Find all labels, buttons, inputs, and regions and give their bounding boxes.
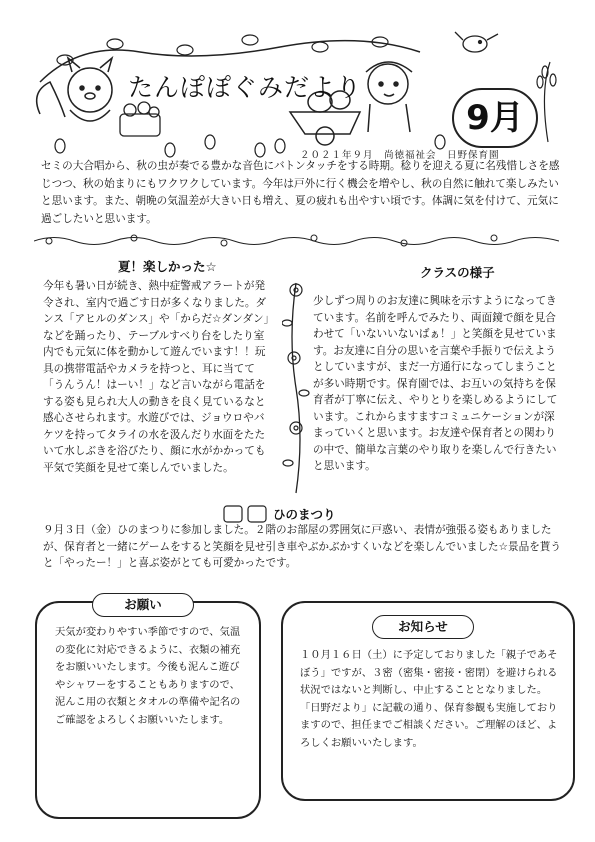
hina-text: ９月３日（金）ひのまつりに参加しました。２階のお部屋の雰囲気に戸惑い、表情が強張る姿もありましたが、保育者と一緒にゲームをすると笑顔を見せ引き車やぶかぶかすくいなどを楽しんでいました☆景品を貰うと「やったー！」と喜ぶ姿がとても可愛かったです。 bbox=[43, 524, 561, 569]
squirrel-icon bbox=[37, 58, 112, 121]
dateline: ２０２１年９月 尚徳福祉会 日野保育園 bbox=[300, 150, 500, 161]
intro-text: セミの大合唱から、秋の虫が奏でる豊かな音色にバトンタッチをする時期。稔りを迎える夏に名残惜しさを感じつつ、秋の始まりにもワクワクしています。今年は戸外に行く機会を増やし、秋の自然に触れて楽しみたいと思います。また、朝晩の気温差が大きい日も増え、夏の疲れも出やすい頃です。体調に気を付けて、元気に過ごしたいと思います。 bbox=[41, 160, 560, 225]
class-text: 少しずつ周りのお友達に興味を示すようになってきています。名前を呼んでみたり、両面鏡で顔を見合わせて「いないいないばぁ！」と笑顔を見せています。お友達に自分の思いを言葉や手振りで伝えようとしていますが、まだ一方通行になってしまうことが多い時期です。保育園では、お互いの気持ちを保育者が丁寧に伝え、やりとりを楽しめるようにしています。これからますますコミュニケーションが深まっていくと思います。お友達や保育者との関わりの中で、簡単な言葉のやり取りを楽しんで行きたいと思います。 bbox=[313, 295, 558, 472]
fruit-basket-icon bbox=[120, 102, 160, 136]
class-heading: クラスの様子 bbox=[420, 265, 495, 280]
summer-heading: 夏！楽しかった☆ bbox=[118, 259, 217, 274]
rice-stalk-icon bbox=[537, 62, 556, 142]
hina-heading: ひのまつり bbox=[273, 507, 336, 522]
flower-divider bbox=[34, 230, 559, 252]
newsletter-title: たんぽぽぐみだより bbox=[128, 73, 363, 102]
bird-icon bbox=[455, 32, 498, 52]
notice-text: １０月１６日（土）に予定しておりました「親子であそぼう」ですが、３密（密集・密接・密閉）を避けられる状況ではないと判断し、中止することとなりました。「日野だより」に記載の通り、保育参観も実施しておりますので、担任までご相談ください。ご理解のほど、よろしくお願いいたします。 bbox=[300, 649, 558, 749]
notice-heading: お知らせ bbox=[372, 615, 474, 639]
month-badge: 9月 bbox=[452, 88, 538, 148]
summer-text: 今年も暑い日が続き、熱中症警戒アラートが発令され、室内で過ごす日が多くなりました。ダンス「アヒルのダンス」や「からだ☆ダンダン」などを踊ったり、テーブルすべり台をしたり室内でも元気に体を動かして遊んでいます！！玩具の携帯電話やカメラを持つと、耳に当てて「うんうん！はーい！」など言いながら電話をする姿も見られ大人の動きを良く見ているなと感心させられます。水遊びでは、ジョウロやバケツを持ってタライの水を汲んだり水面をたたいて水しぶきを浴びたり、顔に水がかかっても平気で笑顔を見せて楽しんでいました。 bbox=[43, 280, 269, 474]
request-text: 天気が変わりやすい季節ですので、気温の変化に対応できるように、衣類の補充をお願いいたします。今後も泥んこ遊びやシャワーをすることもありますので、泥んこ用の衣類とタオルの準備や記名のご確認をよろしくお願いいたします。 bbox=[55, 626, 241, 726]
flower-vine-icon bbox=[282, 278, 310, 498]
request-heading: お願い bbox=[92, 593, 194, 617]
